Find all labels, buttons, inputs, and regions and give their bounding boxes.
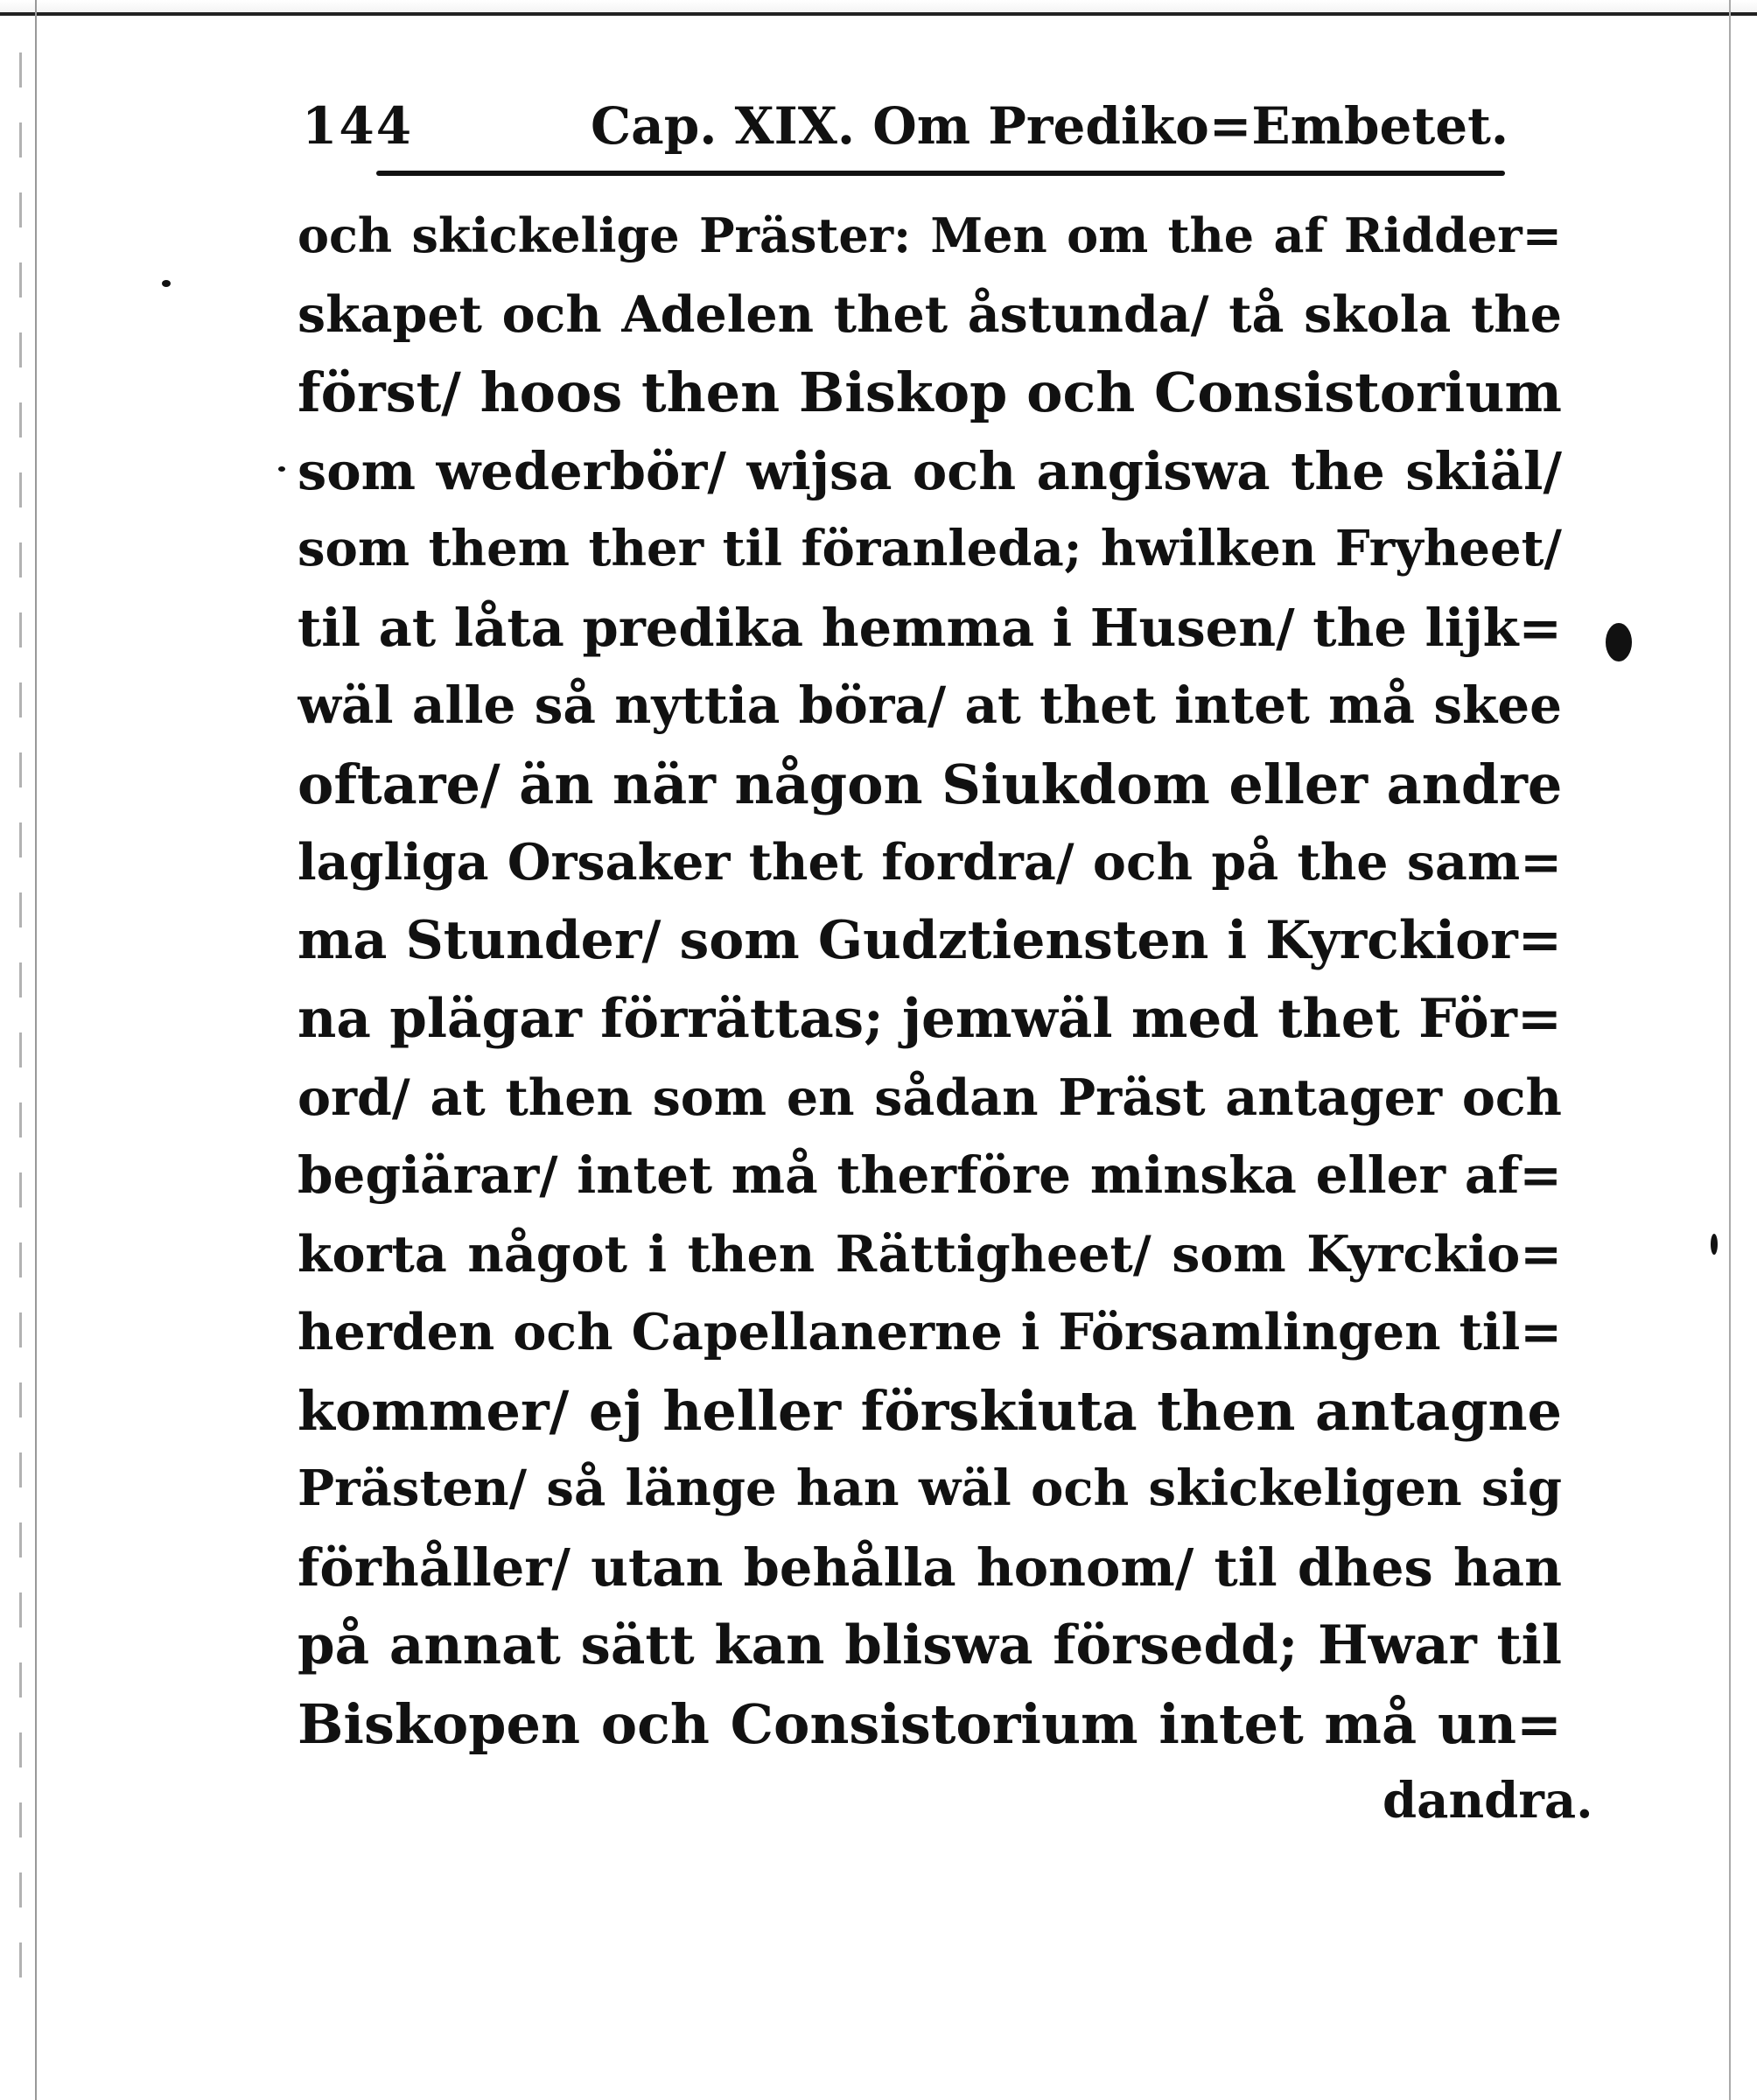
text-line: skapet och Adelen thet åstunda/ tå skola the [298, 284, 1562, 344]
running-head: Cap. XIX. Om Prediko=Embetet. [591, 96, 1509, 156]
text-line: lagliga Orsaker thet fordra/ och på the sam= [298, 833, 1562, 892]
text-line: oftare/ än när någon Siukdom eller andre [298, 752, 1562, 816]
text-line: Biskopen och Consistorium intet må un= [298, 1691, 1562, 1756]
scan-left-edge-marks [19, 52, 22, 1978]
page-header [302, 96, 1509, 166]
text-line: na plägar förrättas; jemwäl med thet För= [298, 988, 1562, 1050]
text-line: Prästen/ så länge han wäl och skickeligen sig [298, 1460, 1562, 1517]
text-line: herden och Capellanerne i Församlingen til= [298, 1303, 1562, 1362]
text-line: begiärar/ intet må therföre minska eller af= [298, 1145, 1562, 1205]
header-rule [376, 171, 1505, 176]
scan-top-edge [0, 0, 1757, 16]
ink-speck [162, 280, 171, 287]
catchword: dandra. [1382, 1772, 1593, 1830]
text-line: förhåller/ utan behålla honom/ til dhes han [298, 1536, 1562, 1598]
text-line: kommer/ ej heller förskiuta then antagne [298, 1378, 1562, 1443]
body-text [298, 197, 1562, 1763]
text-line: wäl alle så nyttia böra/ at thet intet må skee [298, 676, 1562, 735]
text-line: korta något i then Rättigheet/ som Kyrckio= [298, 1224, 1562, 1284]
scan-right-edge [1729, 0, 1757, 2100]
ink-speck [278, 466, 285, 472]
text-line: som them ther til föranleda; hwilken Fryheet/ [298, 520, 1562, 578]
ink-blot [1606, 623, 1632, 662]
text-line: på annat sätt kan bliswa försedd; Hwar til [298, 1614, 1562, 1676]
text-line: ord/ at then som en sådan Präst antager och [298, 1068, 1562, 1127]
text-line: til at låta predika hemma i Husen/ the lijk= [298, 597, 1562, 658]
ink-speck [1711, 1234, 1718, 1255]
scan-left-edge [0, 0, 37, 2100]
text-line: och skickelige Präster: Men om the af Ridder= [298, 207, 1562, 263]
text-line: först/ hoos then Biskop och Consistorium [298, 360, 1562, 424]
text-line: som wederbör/ wijsa och angiswa the skiäl/ [298, 440, 1562, 501]
text-line: ma Stunder/ som Gudztiensten i Kyrckior= [298, 909, 1562, 971]
page-number: 144 [302, 96, 414, 156]
